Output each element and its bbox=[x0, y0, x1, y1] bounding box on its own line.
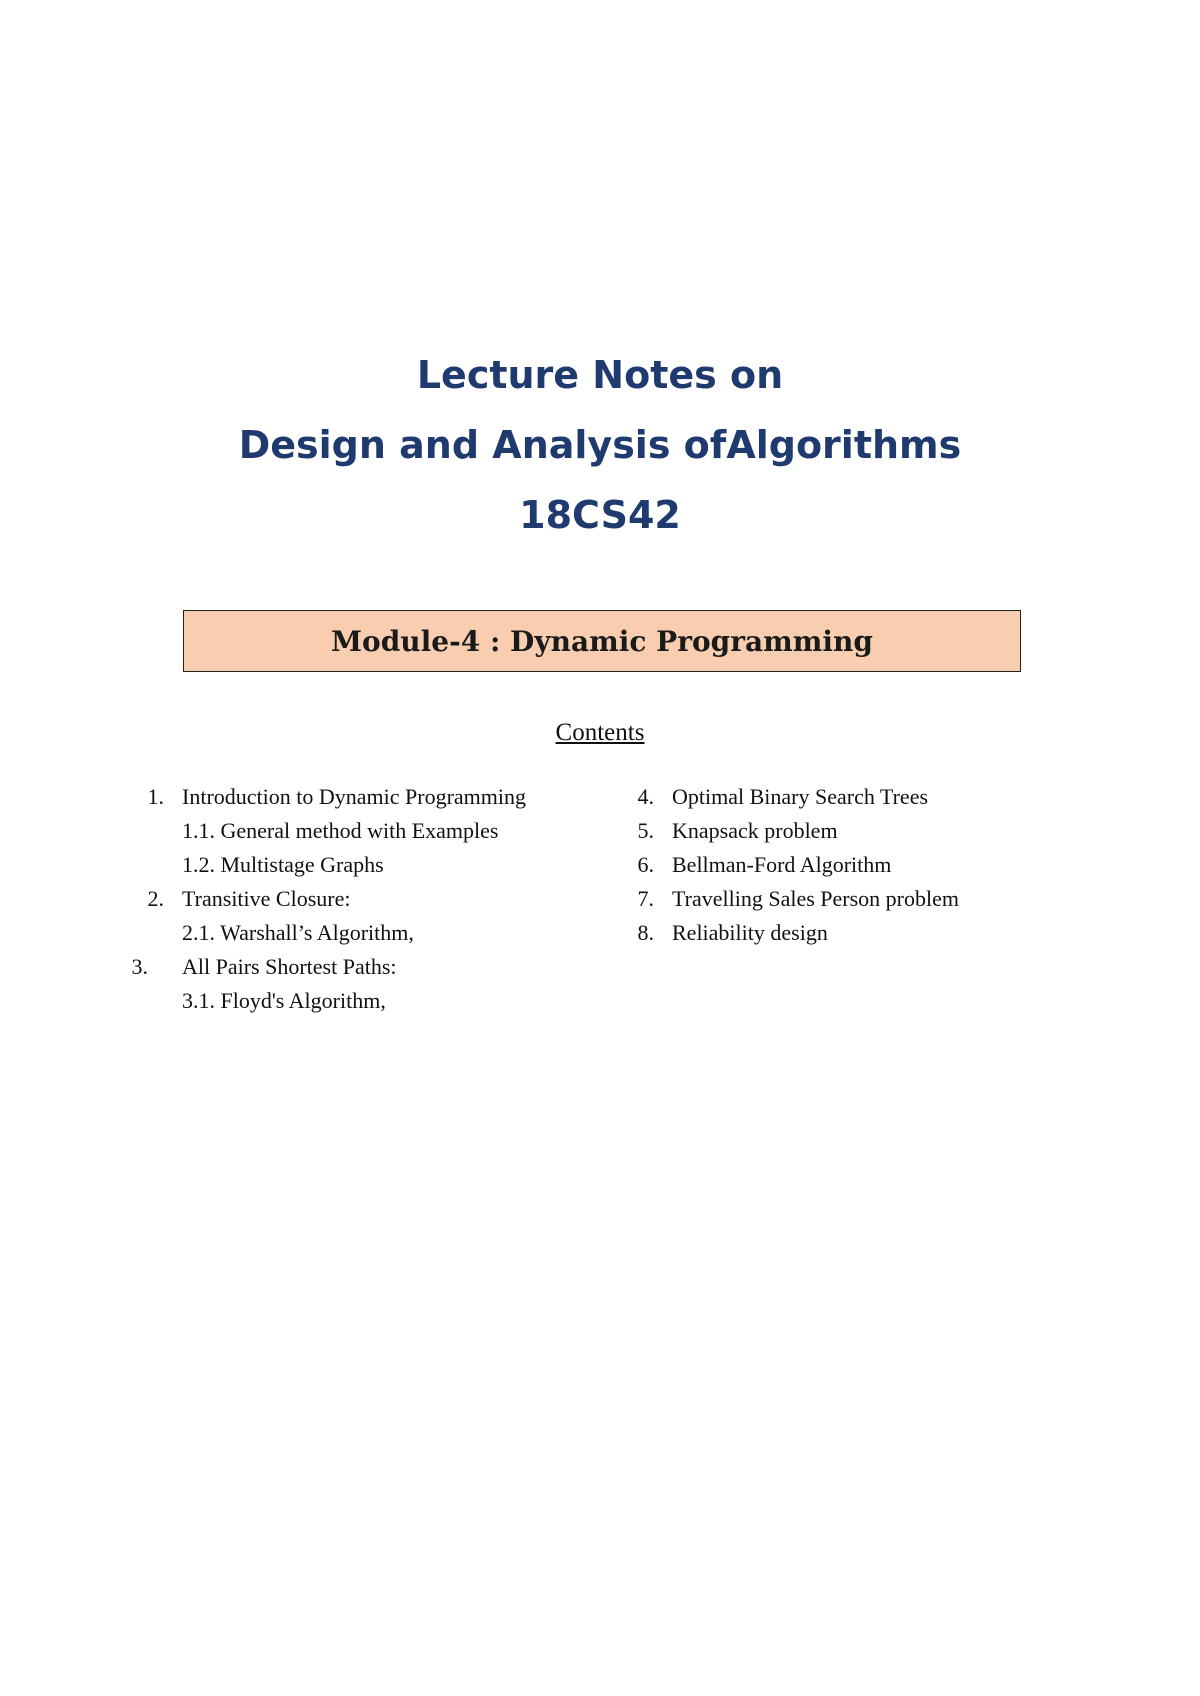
toc-item-text: Reliability design bbox=[672, 920, 828, 945]
toc-item-text: Travelling Sales Person problem bbox=[672, 886, 959, 911]
toc-item bbox=[130, 950, 630, 984]
module-banner bbox=[183, 610, 1021, 672]
contents-heading: Contents bbox=[555, 719, 645, 746]
toc-item-number: 1. bbox=[147, 784, 164, 809]
toc-item bbox=[620, 882, 1100, 916]
toc-left-column bbox=[130, 780, 630, 1018]
toc-item-number: 3. bbox=[131, 954, 148, 979]
toc-subitem bbox=[130, 814, 630, 848]
toc-item-number: 2. bbox=[147, 886, 164, 911]
toc-subitem bbox=[130, 984, 630, 1018]
toc-item bbox=[620, 814, 1100, 848]
toc-item-text: Optimal Binary Search Trees bbox=[672, 784, 929, 809]
title-line-2: Design and Analysis ofAlgorithms bbox=[238, 423, 962, 467]
toc-item bbox=[620, 848, 1100, 882]
title-line-1: Lecture Notes on bbox=[416, 353, 784, 397]
toc-item-text: 1.1. General method with Examples bbox=[182, 818, 499, 843]
toc-item bbox=[130, 882, 630, 916]
toc-subitem bbox=[130, 916, 630, 950]
toc-item-number: 6. bbox=[637, 852, 654, 877]
toc-item-text: All Pairs Shortest Paths: bbox=[182, 954, 397, 979]
module-title: Module-4 : Dynamic Programming bbox=[331, 624, 873, 658]
toc-item bbox=[620, 916, 1100, 950]
title-block bbox=[0, 340, 1200, 550]
toc-item-text: 2.1. Warshall’s Algorithm, bbox=[182, 920, 414, 945]
toc-item bbox=[130, 780, 630, 814]
toc-subitem bbox=[130, 848, 630, 882]
toc-item-number: 5. bbox=[637, 818, 654, 843]
toc-item-text: Bellman-Ford Algorithm bbox=[672, 852, 892, 877]
toc-item-number: 8. bbox=[637, 920, 654, 945]
toc-item-text: Knapsack problem bbox=[672, 818, 838, 843]
toc-item-number: 4. bbox=[637, 784, 654, 809]
toc-item-number: 7. bbox=[637, 886, 654, 911]
toc-item-text: Transitive Closure: bbox=[182, 886, 351, 911]
toc-item bbox=[620, 780, 1100, 814]
toc-right-column bbox=[620, 780, 1100, 950]
toc-item-text: Introduction to Dynamic Programming bbox=[182, 784, 526, 809]
course-code: 18CS42 bbox=[519, 493, 681, 537]
toc-item-text: 3.1. Floyd's Algorithm, bbox=[182, 988, 386, 1013]
toc-item-text: 1.2. Multistage Graphs bbox=[182, 852, 384, 877]
